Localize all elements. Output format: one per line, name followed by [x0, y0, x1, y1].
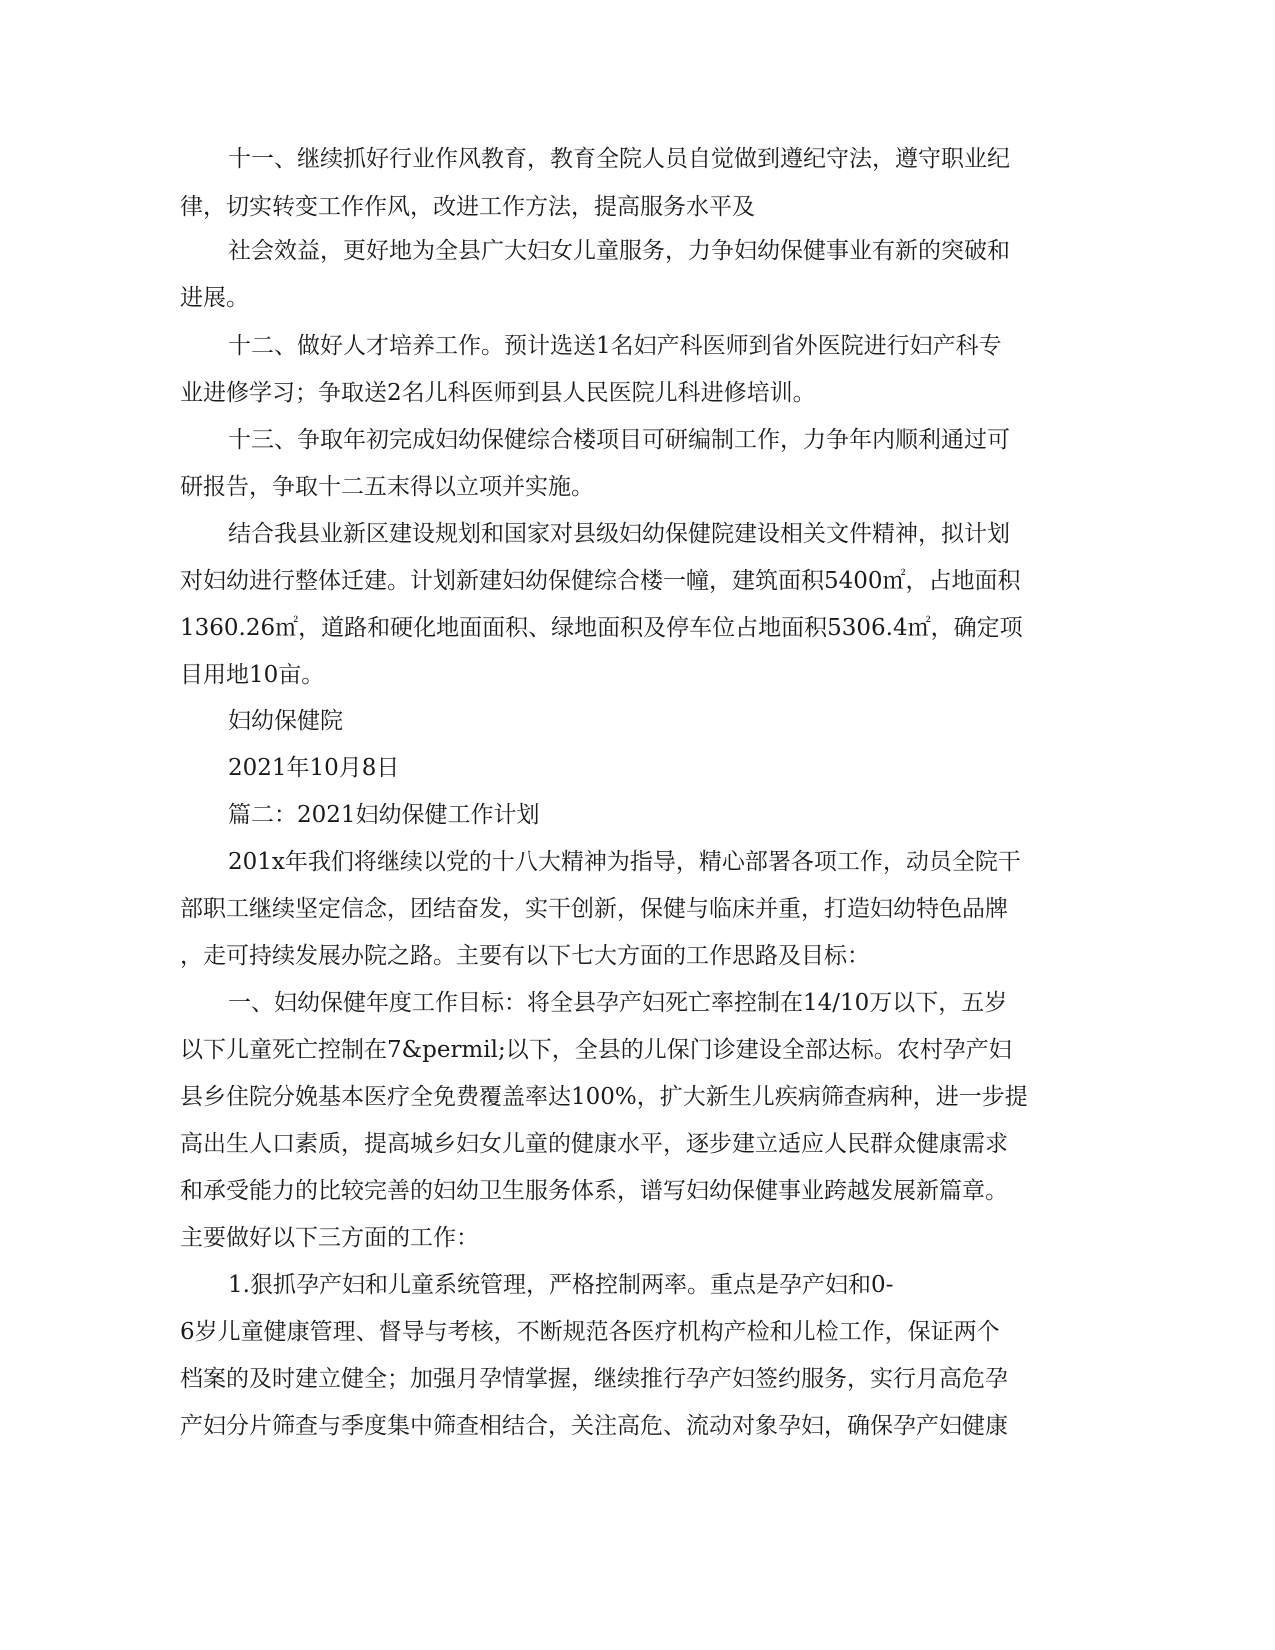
text-line: 进展。 — [180, 285, 249, 311]
text-line: 1.狠抓孕产妇和儿童系统管理，严格控制两率。重点是孕产妇和0- — [228, 1272, 894, 1298]
text-line: ，走可持续发展办院之路。主要有以下七大方面的工作思路及目标： — [180, 943, 870, 969]
text-line: 律，切实转变工作作风，改进工作方法，提高服务水平及 — [180, 194, 755, 220]
section-heading: 篇二：2021妇幼保健工作计划 — [228, 802, 540, 828]
text-line: 对妇幼进行整体迁建。计划新建妇幼保健综合楼一幢，建筑面积5400㎡，占地面积 — [180, 568, 1021, 594]
text-line: 档案的及时建立健全；加强月孕情掌握，继续推行孕产妇签约服务，实行月高危孕 — [180, 1366, 1008, 1392]
text-line: 6岁儿童健康管理、督导与考核，不断规范各医疗机构产检和儿检工作，保证两个 — [180, 1319, 1000, 1345]
text-line: 部职工继续坚定信念，团结奋发，实干创新，保健与临床并重，打造妇幼特色品牌 — [180, 896, 1008, 922]
text-line: 业进修学习；争取送2名儿科医师到县人民医院儿科进修培训。 — [180, 380, 816, 406]
text-line: 和承受能力的比较完善的妇幼卫生服务体系，谱写妇幼保健事业跨越发展新篇章。 — [180, 1178, 1008, 1204]
text-line: 县乡住院分娩基本医疗全免费覆盖率达100%，扩大新生儿疾病筛查病种，进一步提 — [180, 1084, 1028, 1110]
text-line: 主要做好以下三方面的工作： — [180, 1225, 479, 1251]
text-line: 201x年我们将继续以党的十八大精神为指导，精心部署各项工作，动员全院干 — [228, 849, 1021, 875]
text-line: 高出生人口素质，提高城乡妇女儿童的健康水平，逐步建立适应人民群众健康需求 — [180, 1131, 1008, 1157]
text-line: 研报告，争取十二五末得以立项并实施。 — [180, 474, 594, 500]
signature-date: 2021年10月8日 — [228, 755, 400, 781]
text-line: 十二、做好人才培养工作。预计选送1名妇产科医师到省外医院进行妇产科专 — [228, 333, 1002, 359]
text-line: 十三、争取年初完成妇幼保健综合楼项目可研编制工作，力争年内顺利通过可 — [228, 427, 1010, 453]
signature-org: 妇幼保健院 — [228, 708, 343, 734]
text-line: 结合我县业新区建设规划和国家对县级妇幼保健院建设相关文件精神，拟计划 — [228, 521, 1010, 547]
text-line: 1360.26㎡，道路和硬化地面面积、绿地面积及停车位占地面积5306.4㎡，确定项 — [180, 615, 1023, 641]
text-line: 一、妇幼保健年度工作目标：将全县孕产妇死亡率控制在14/10万以下，五岁 — [228, 990, 1008, 1016]
text-line: 产妇分片筛查与季度集中筛查相结合，关注高危、流动对象孕妇，确保孕产妇健康 — [180, 1413, 1008, 1439]
text-line: 以下儿童死亡控制在7&permil;以下，全县的儿保门诊建设全部达标。农村孕产妇 — [180, 1037, 1012, 1063]
text-line: 社会效益，更好地为全县广大妇女儿童服务，力争妇幼保健事业有新的突破和 — [228, 238, 1010, 264]
text-line: 目用地10亩。 — [180, 662, 325, 688]
text-line: 十一、继续抓好行业作风教育，教育全院人员自觉做到遵纪守法，遵守职业纪 — [228, 146, 1010, 172]
